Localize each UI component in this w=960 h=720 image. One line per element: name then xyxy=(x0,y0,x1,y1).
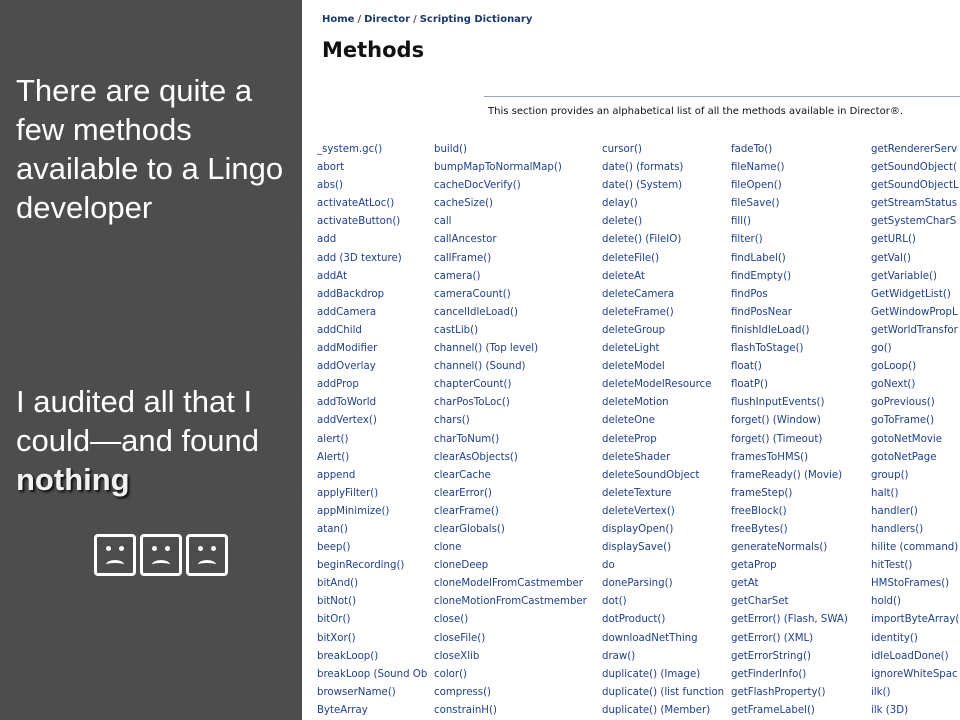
methods-column-3 xyxy=(602,141,724,720)
section-intro: This section provides an alphabetical list of all the methods available in Director®. xyxy=(488,106,903,117)
page-title: Methods xyxy=(322,38,425,62)
method-link[interactable]: channel() (Sound) xyxy=(434,361,526,373)
method-link[interactable]: ilk (3D) xyxy=(871,704,909,716)
method-link[interactable]: delete() (FileIO) xyxy=(602,234,682,246)
method-link[interactable]: addBackdrop xyxy=(317,288,385,300)
sad-faces xyxy=(94,534,232,586)
method-link[interactable]: duplicate() (list function xyxy=(602,686,725,698)
method-link[interactable]: findPosNear xyxy=(731,306,792,318)
method-link[interactable]: getSoundObject( xyxy=(871,162,957,174)
method-link[interactable]: cursor() xyxy=(602,144,642,155)
method-link[interactable]: delay() xyxy=(602,198,638,210)
method-link[interactable]: goToFrame() xyxy=(871,415,935,427)
method-link[interactable]: Alert() xyxy=(317,451,350,463)
method-link[interactable]: deleteSoundObject xyxy=(602,469,700,481)
method-link[interactable]: framesToHMS() xyxy=(731,451,809,463)
method-link[interactable]: cloneMotionFromCastmember xyxy=(434,596,587,608)
method-link[interactable]: cancelIdleLoad() xyxy=(434,306,518,318)
method-link[interactable]: goNext() xyxy=(871,379,916,391)
method-link[interactable]: cloneDeep xyxy=(434,560,489,572)
method-link[interactable]: getAt xyxy=(731,578,759,590)
breadcrumb xyxy=(322,14,532,25)
scripting-dictionary-page xyxy=(302,0,960,720)
method-link[interactable]: delete() xyxy=(602,216,643,228)
method-link[interactable]: append xyxy=(317,469,356,481)
method-link[interactable]: bitAnd() xyxy=(317,578,359,590)
method-link[interactable]: GetWidgetList() xyxy=(871,288,951,300)
slide-text-intro: There are quite a few methods available to a Lingo developer xyxy=(16,73,284,225)
method-link[interactable]: build() xyxy=(434,144,467,155)
method-link[interactable]: deleteVertex() xyxy=(602,505,675,517)
method-link[interactable]: getFlashProperty() xyxy=(731,686,826,698)
method-link[interactable]: breakLoop (Sound Ob xyxy=(317,668,428,680)
audit-text: I audited all that I could—and found xyxy=(16,384,260,458)
method-link[interactable]: displaySave() xyxy=(602,542,672,554)
method-link[interactable]: activateButton() xyxy=(317,216,401,228)
method-link[interactable]: closeXlib xyxy=(434,650,480,662)
method-link[interactable]: fileSave() xyxy=(731,198,780,210)
method-link[interactable]: addVertex() xyxy=(317,415,377,427)
sad-face-icon xyxy=(140,534,182,576)
sad-face-icon xyxy=(94,534,136,576)
method-link[interactable]: HMStoFrames() xyxy=(871,578,950,590)
nothing-emphasis: nothing xyxy=(16,462,130,497)
method-link[interactable]: abs() xyxy=(317,180,343,192)
method-link[interactable]: chapterCount() xyxy=(434,379,512,391)
method-link[interactable]: date() (System) xyxy=(602,180,683,192)
method-link[interactable]: bitNot() xyxy=(317,596,357,608)
method-link[interactable]: chars() xyxy=(434,415,470,427)
method-link[interactable]: getCharSet xyxy=(731,596,789,608)
method-link[interactable]: getRendererServ xyxy=(871,144,958,155)
method-link[interactable]: bitOr() xyxy=(317,614,351,626)
method-link[interactable]: callFrame() xyxy=(434,252,492,264)
method-link[interactable]: beep() xyxy=(317,542,351,554)
method-link[interactable]: clone xyxy=(434,542,462,554)
method-link[interactable]: clearAsObjects() xyxy=(434,451,518,463)
method-link[interactable]: getStreamStatus xyxy=(871,198,958,210)
method-link[interactable]: ByteArray xyxy=(317,704,368,716)
method-link[interactable]: add (3D texture) xyxy=(317,252,402,264)
method-link[interactable]: deleteModelResource xyxy=(602,379,712,391)
method-link[interactable]: hilite (command) xyxy=(871,542,959,554)
method-link[interactable]: beginRecording() xyxy=(317,560,405,572)
method-link[interactable]: cloneModelFromCastmember xyxy=(434,578,583,590)
method-link[interactable]: bumpMapToNormalMap() xyxy=(434,162,562,174)
method-link[interactable]: displayOpen() xyxy=(602,523,674,535)
method-link[interactable]: deleteFrame() xyxy=(602,306,674,318)
method-link[interactable]: ignoreWhiteSpac xyxy=(871,668,958,680)
method-link[interactable]: clearCache xyxy=(434,469,491,481)
method-link[interactable]: flashToStage() xyxy=(731,343,804,355)
method-link[interactable]: deleteProp xyxy=(602,433,657,445)
method-link[interactable]: getSoundObjectL xyxy=(871,180,959,192)
method-link[interactable]: clearError() xyxy=(434,487,492,499)
method-link[interactable]: close() xyxy=(434,614,469,626)
method-link[interactable]: atan() xyxy=(317,523,348,535)
method-link[interactable]: freeBlock() xyxy=(731,505,787,517)
method-link[interactable]: date() (formats) xyxy=(602,162,684,174)
method-link[interactable]: filter() xyxy=(731,234,763,246)
method-link[interactable]: getErrorString() xyxy=(731,650,811,662)
method-link[interactable]: deleteAt xyxy=(602,270,645,282)
method-link[interactable]: dotProduct() xyxy=(602,614,666,626)
method-link[interactable]: go() xyxy=(871,343,892,355)
method-link[interactable]: findPos xyxy=(731,288,768,300)
method-link[interactable]: alert() xyxy=(317,433,349,445)
method-link[interactable]: deleteOne xyxy=(602,415,655,427)
method-link[interactable]: findLabel() xyxy=(731,252,786,264)
method-link[interactable]: goLoop() xyxy=(871,361,917,373)
method-link[interactable]: browserName() xyxy=(317,686,396,698)
method-link[interactable]: getURL() xyxy=(871,234,916,246)
method-link[interactable]: deleteTexture xyxy=(602,487,672,499)
method-link[interactable]: addProp xyxy=(317,379,359,391)
method-link[interactable]: frameStep() xyxy=(731,487,793,499)
method-link[interactable]: fileOpen() xyxy=(731,180,782,192)
method-link[interactable]: flushInputEvents() xyxy=(731,397,825,409)
breadcrumb-link[interactable]: Scripting Dictionary xyxy=(419,14,533,25)
method-link[interactable]: addToWorld xyxy=(317,397,377,409)
method-link[interactable]: clearGlobals() xyxy=(434,523,505,535)
method-link[interactable]: deleteFile() xyxy=(602,252,660,264)
method-link[interactable]: camera() xyxy=(434,270,481,282)
method-link[interactable]: cacheSize() xyxy=(434,198,494,210)
method-link[interactable]: addOverlay xyxy=(317,361,376,373)
method-link[interactable]: importByteArray( xyxy=(871,614,960,626)
method-link[interactable]: float() xyxy=(731,361,762,373)
method-link[interactable]: cacheDocVerify() xyxy=(434,180,521,192)
method-link[interactable]: charPosToLoc() xyxy=(434,397,510,409)
method-link[interactable]: do xyxy=(602,560,615,572)
method-link[interactable]: hold() xyxy=(871,596,901,608)
method-link[interactable]: getFinderInfo() xyxy=(731,668,807,680)
method-link[interactable]: goPrevious() xyxy=(871,397,935,409)
method-link[interactable]: idleLoadDone() xyxy=(871,650,949,662)
breadcrumb-separator: / xyxy=(413,14,417,25)
method-link[interactable]: dot() xyxy=(602,596,627,608)
method-link[interactable]: getVal() xyxy=(871,252,911,264)
method-link[interactable]: color() xyxy=(434,668,468,680)
method-link[interactable]: castLib() xyxy=(434,324,479,336)
method-link[interactable]: deleteModel xyxy=(602,361,665,373)
method-link[interactable]: draw() xyxy=(602,650,636,662)
method-link[interactable]: cameraCount() xyxy=(434,288,511,300)
method-link[interactable]: hitTest() xyxy=(871,560,913,572)
method-link[interactable]: freeBytes() xyxy=(731,523,788,535)
method-link[interactable]: downloadNetThing xyxy=(602,632,698,644)
method-link[interactable]: fileName() xyxy=(731,162,785,174)
method-link[interactable]: group() xyxy=(871,469,909,481)
method-link[interactable]: deleteLight xyxy=(602,343,660,355)
method-link[interactable]: frameReady() (Movie) xyxy=(731,469,843,481)
methods-column-2 xyxy=(434,141,587,720)
methods-column-4 xyxy=(731,141,848,720)
method-link[interactable]: handler() xyxy=(871,505,918,517)
method-link[interactable]: breakLoop() xyxy=(317,650,379,662)
method-link[interactable]: finishIdleLoad() xyxy=(731,324,810,336)
method-link[interactable]: channel() (Top level) xyxy=(434,343,539,355)
methods-column-5 xyxy=(871,141,959,720)
method-link[interactable]: _system.gc() xyxy=(317,144,383,155)
breadcrumb-link[interactable]: Home xyxy=(322,14,355,25)
method-link[interactable]: deleteCamera xyxy=(602,288,675,300)
method-link[interactable]: getVariable() xyxy=(871,270,937,282)
method-link[interactable]: getSystemCharS xyxy=(871,216,957,228)
method-link[interactable]: deleteShader xyxy=(602,451,671,463)
title-divider xyxy=(484,96,960,97)
method-link[interactable]: addChild xyxy=(317,324,362,336)
method-link[interactable]: compress() xyxy=(434,686,492,698)
method-link[interactable]: addAt xyxy=(317,270,347,282)
method-link[interactable]: deleteMotion xyxy=(602,397,669,409)
method-link[interactable]: duplicate() (Member) xyxy=(602,704,711,716)
breadcrumb-link[interactable]: Director xyxy=(364,14,411,25)
method-link[interactable]: getError() (XML) xyxy=(731,632,814,644)
method-link[interactable]: gotoNetPage xyxy=(871,451,937,463)
method-link[interactable]: getWorldTransfor xyxy=(871,324,958,336)
method-link[interactable]: gotoNetMovie xyxy=(871,433,942,445)
slide-left-panel xyxy=(0,0,302,720)
method-link[interactable]: call xyxy=(434,216,452,228)
method-link[interactable]: handlers() xyxy=(871,523,924,535)
method-link[interactable]: getFrameLabel() xyxy=(731,704,815,716)
method-link[interactable]: addCamera xyxy=(317,306,377,318)
breadcrumb-separator: / xyxy=(357,14,362,25)
method-link[interactable]: GetWindowPropL xyxy=(871,306,958,318)
method-link[interactable]: forget() (Window) xyxy=(731,415,821,427)
method-link[interactable]: fill() xyxy=(731,216,752,228)
method-link[interactable]: appMinimize() xyxy=(317,505,390,517)
method-link[interactable]: getaProp xyxy=(731,560,777,572)
method-link[interactable]: generateNormals() xyxy=(731,542,828,554)
slide-text-audit xyxy=(16,382,286,499)
method-link[interactable]: duplicate() (Image) xyxy=(602,668,701,680)
method-link[interactable]: halt() xyxy=(871,487,899,499)
method-link[interactable]: closeFile() xyxy=(434,632,486,644)
method-link[interactable]: getError() (Flash, SWA) xyxy=(731,614,848,626)
method-link[interactable]: deleteGroup xyxy=(602,324,666,336)
method-link[interactable]: constrainH() xyxy=(434,704,497,716)
method-link[interactable]: charToNum() xyxy=(434,433,500,445)
sad-face-icon xyxy=(186,534,228,576)
method-link[interactable]: fadeTo() xyxy=(731,144,773,155)
methods-column-1 xyxy=(317,141,427,720)
method-link[interactable]: findEmpty() xyxy=(731,270,792,282)
method-link[interactable]: clearFrame() xyxy=(434,505,499,517)
method-link[interactable]: identity() xyxy=(871,632,918,644)
method-link[interactable]: addModifier xyxy=(317,343,378,355)
method-link[interactable]: doneParsing() xyxy=(602,578,673,590)
method-link[interactable]: callAncestor xyxy=(434,234,497,246)
method-link[interactable]: abort xyxy=(317,162,345,174)
method-link[interactable]: add xyxy=(317,234,337,246)
method-link[interactable]: bitXor() xyxy=(317,632,356,644)
method-link[interactable]: applyFilter() xyxy=(317,487,379,499)
method-link[interactable]: ilk() xyxy=(871,686,891,698)
method-link[interactable]: activateAtLoc() xyxy=(317,198,395,210)
method-link[interactable]: floatP() xyxy=(731,379,768,391)
method-link[interactable]: forget() (Timeout) xyxy=(731,433,823,445)
